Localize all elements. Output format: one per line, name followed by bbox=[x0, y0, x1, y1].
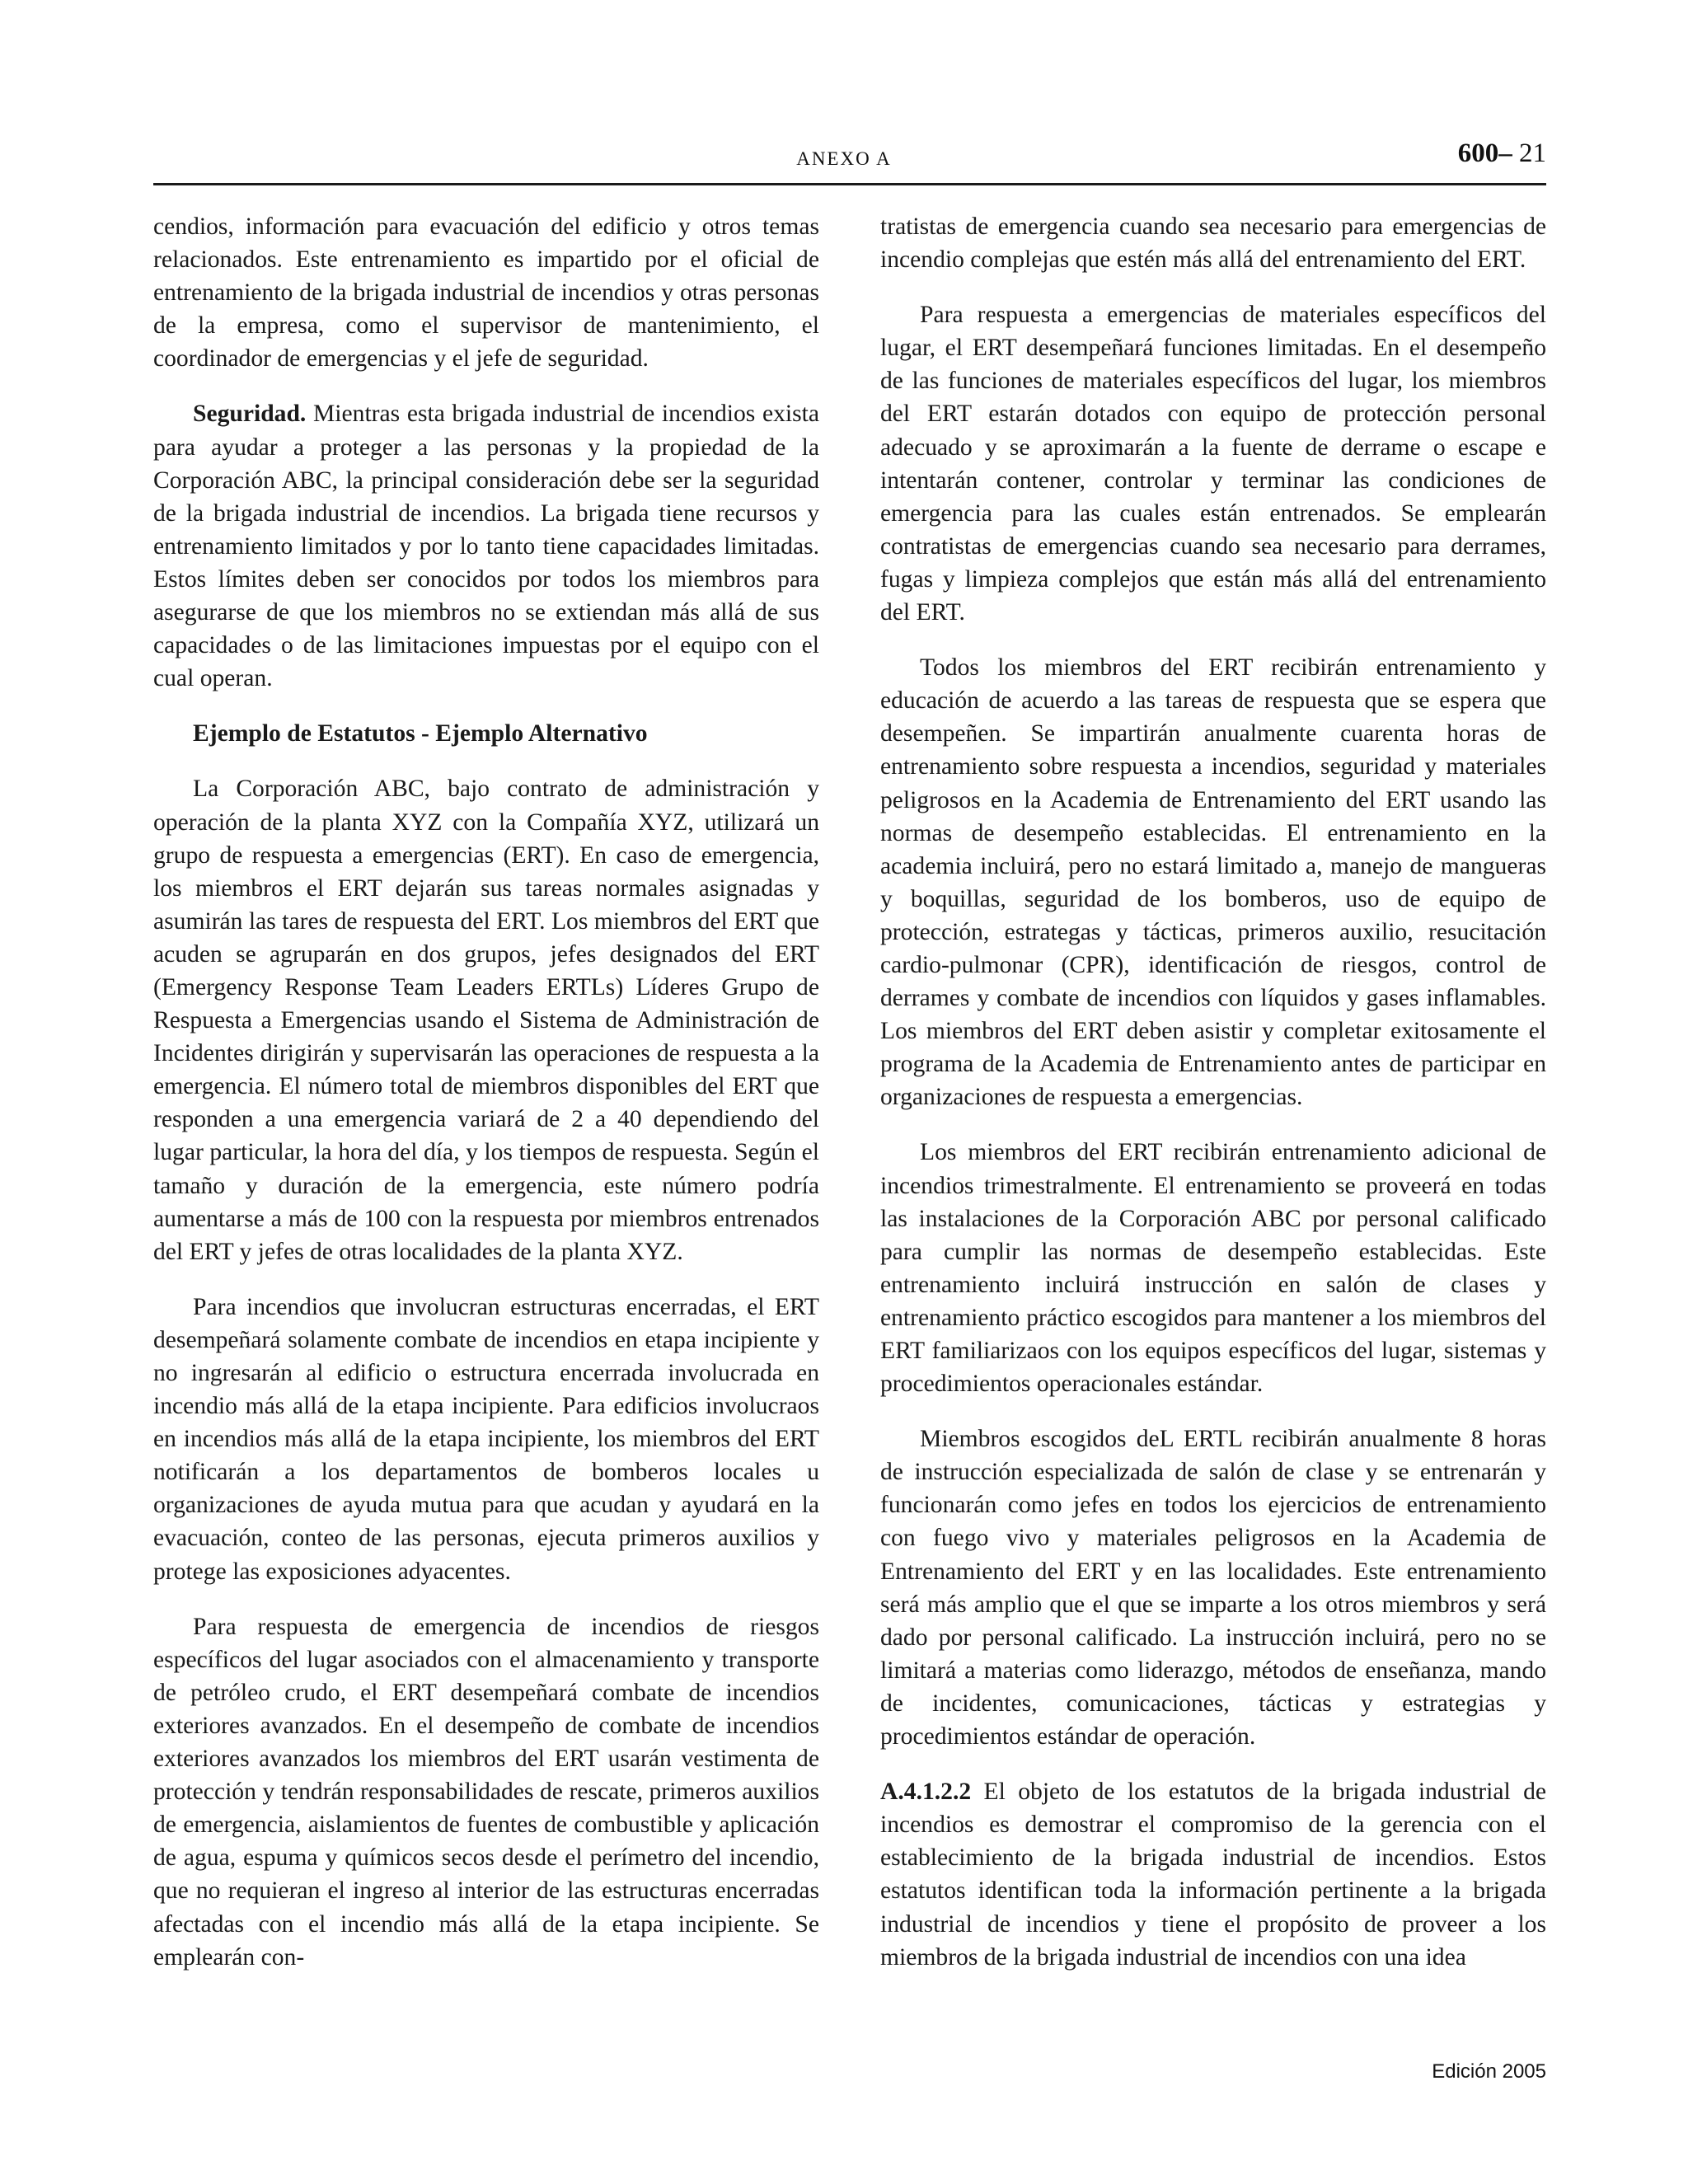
paragraph bbox=[153, 397, 819, 695]
paragraph: Todos los miembros del ERT recibirán entrenamiento y educación de acuerdo a las tareas de respuesta que se espera que desempeñen. Se impartirán anualmente cuarenta horas de entrenamiento sobre respuesta a incendios, seguridad y materiales peligrosos en la Academia de Entrenamiento del ERT usando las normas de desempeño establecidas. El entrenamiento en la academia incluirá, pero no estará limitado a, manejo de mangueras y boquillas, seguridad de los bomberos, uso de equipo de protección, estrategas y tácticas, primeros auxilio, resucitación cardio-pulmonar (CPR), identificación de riesgos, control de derrames y combate de incendios con líquidos y gases inflamables. Los miembros del ERT deben asistir y completar exitosamente el programa de la Academia de Entrenamiento antes de participar en organizaciones de respuesta a emergencias. bbox=[880, 654, 1546, 1111]
page-code: 600– bbox=[1457, 138, 1512, 168]
subheading: Ejemplo de Estatutos - Ejemplo Alternativo bbox=[193, 720, 648, 748]
paragraph: Miembros escogidos deL ERTL recibirán anualmente 8 horas de instrucción especializada de salón de clase y se entrenarán y funcionarán como jefes en todos los ejercicios de entrenamiento con fuego vivo y materiales peligrosos en la Academia de Entrenamiento del ERT y en las localidades. Este entrenamiento será más amplio que el que se imparte a los otros miembros y será dado por personal calificado. La instrucción incluirá, pero no se limitará a materias como liderazgo, métodos de enseñanza, mando de incidentes, comunicaciones, tácticas y estrategias y procedimientos estándar de operación. bbox=[880, 1426, 1546, 1750]
section-number: A.4.1.2.2 bbox=[880, 1779, 972, 1806]
edition-footer: Edición 2005 bbox=[1432, 2060, 1546, 2083]
paragraph: cendios, información para evacuación del edificio y otros temas relacionados. Este entrenamiento es impartido por el oficial de entrenamiento de la brigada industrial de incendios y otras personas de la empresa, como el supervisor de mantenimiento, el coordinador de emergencias y el jefe de seguridad. bbox=[153, 213, 819, 373]
page-number bbox=[1458, 138, 1546, 169]
header-rule bbox=[153, 183, 1546, 185]
right-column bbox=[880, 210, 1546, 1996]
paragraph bbox=[880, 1775, 1546, 1974]
paragraph-text: El objeto de los estatutos de la brigada industrial de incendios es demostrar el compromiso de la gerencia con el establecimiento de la brigada industrial de incendios. Estos estatutos identifican toda la información pertinente a la brigada industrial de incendios y tiene el propósito de proveer a los miembros de la brigada industrial de incendios con una idea bbox=[880, 1779, 1546, 1971]
paragraph: Los miembros del ERT recibirán entrenamiento adicional de incendios trimestralmente. El entrenamiento se proveerá en todas las instalaciones de la Corporación ABC por personal calificado para cumplir las normas de desempeño establecidas. Este entrenamiento incluirá instrucción en salón de clases y entrenamiento práctico escogidos para mantener a los miembros del ERT familiarizaos con los equipos específicos del lugar, sistemas y procedimientos operacionales estándar. bbox=[880, 1139, 1546, 1398]
page-number-value: 21 bbox=[1519, 138, 1546, 168]
paragraph: Para respuesta a emergencias de materiales específicos del lugar, el ERT desempeñará funciones limitadas. En el desempeño de las funciones de materiales específicos del lugar, los miembros del ERT estarán dotados con equipo de protección personal adecuado y se aproximarán a la fuente de derrame o escape e intentarán contener, controlar y terminar las condiciones de emergencia para las cuales están entrenados. Se emplearán contratistas de emergencias cuando sea necesario para derrames, fugas y limpieza complejos que están más allá del entrenamiento del ERT. bbox=[880, 302, 1546, 626]
paragraph-text: Mientras esta brigada industrial de incendios exista para ayudar a proteger a las personas y la propiedad de la Corporación ABC, la principal consideración debe ser la seguridad de la brigada industrial de incendios. La brigada tiene recursos y entrenamiento limitados y por lo tanto tiene capacidades limitadas. Estos límites deben ser conocidos por todos los miembros para asegurarse de que los miembros no se extiendan más allá de sus capacidades o de las limitaciones impuestas por el equipo con el cual operan. bbox=[153, 401, 819, 692]
paragraph: La Corporación ABC, bajo contrato de administración y operación de la planta XYZ con la Compañía XYZ, utilizará un grupo de respuesta a emergencias (ERT). En caso de emergencia, los miembros el ERT dejarán sus tareas normales asignadas y asumirán las tares de respuesta del ERT. Los miembros del ERT que acuden se agruparán en dos grupos, jefes designados del ERT (Emergency Response Team Leaders ERTLs) Líderes Grupo de Respuesta a Emergencias usando el Sistema de Administración de Incidentes dirigirán y supervisarán las operaciones de respuesta a la emergencia. El número total de miembros disponibles del ERT que responden a una emergencia variará de 2 a 40 dependiendo del lugar particular, la hora del día, y los tiempos de respuesta. Según el tamaño y duración de la emergencia, este número podría aumentarse a más de 100 con la respuesta por miembros entrenados del ERT y jefes de otras localidades de la planta XYZ. bbox=[153, 776, 819, 1265]
paragraph: Para incendios que involucran estructuras encerradas, el ERT desempeñará solamente combate de incendios en etapa incipiente y no ingresarán al edificio o estructura encerrada involucrada en incendio más allá de la etapa incipiente. Para edificios involucraos en incendios más allá de la etapa incipiente, los miembros del ERT notificarán a los departamentos de bomberos locales u organizaciones de ayuda mutua para que acudan y ayudará en la evacuación, conteo de las personas, ejecuta primeros auxilios y protege las exposiciones adyacentes. bbox=[153, 1293, 819, 1585]
paragraph: Para respuesta de emergencia de incendios de riesgos específicos del lugar asociados con el almacenamiento y transporte de petróleo crudo, el ERT desempeñará combate de incendios exteriores avanzados. En el desempeño de combate de incendios exteriores avanzados los miembros del ERT usarán vestimenta de protección y tendrán responsabilidades de rescate, primeros auxilios de emergencia, aislamientos de fuentes de combustible y aplicación de agua, espuma y químicos secos desde el perímetro del incendio, que no requieran el ingreso al interior de las estructuras encerradas afectadas con el incendio más allá de la etapa incipiente. Se emplearán con- bbox=[153, 1613, 819, 1971]
left-column bbox=[153, 210, 819, 1996]
running-header-section: ANEXO A bbox=[796, 148, 892, 169]
paragraph: tratistas de emergencia cuando sea necesario para emergencias de incendio complejas que estén más allá del entrenamiento del ERT. bbox=[880, 213, 1546, 274]
paragraph-label: Seguridad. bbox=[193, 401, 307, 428]
